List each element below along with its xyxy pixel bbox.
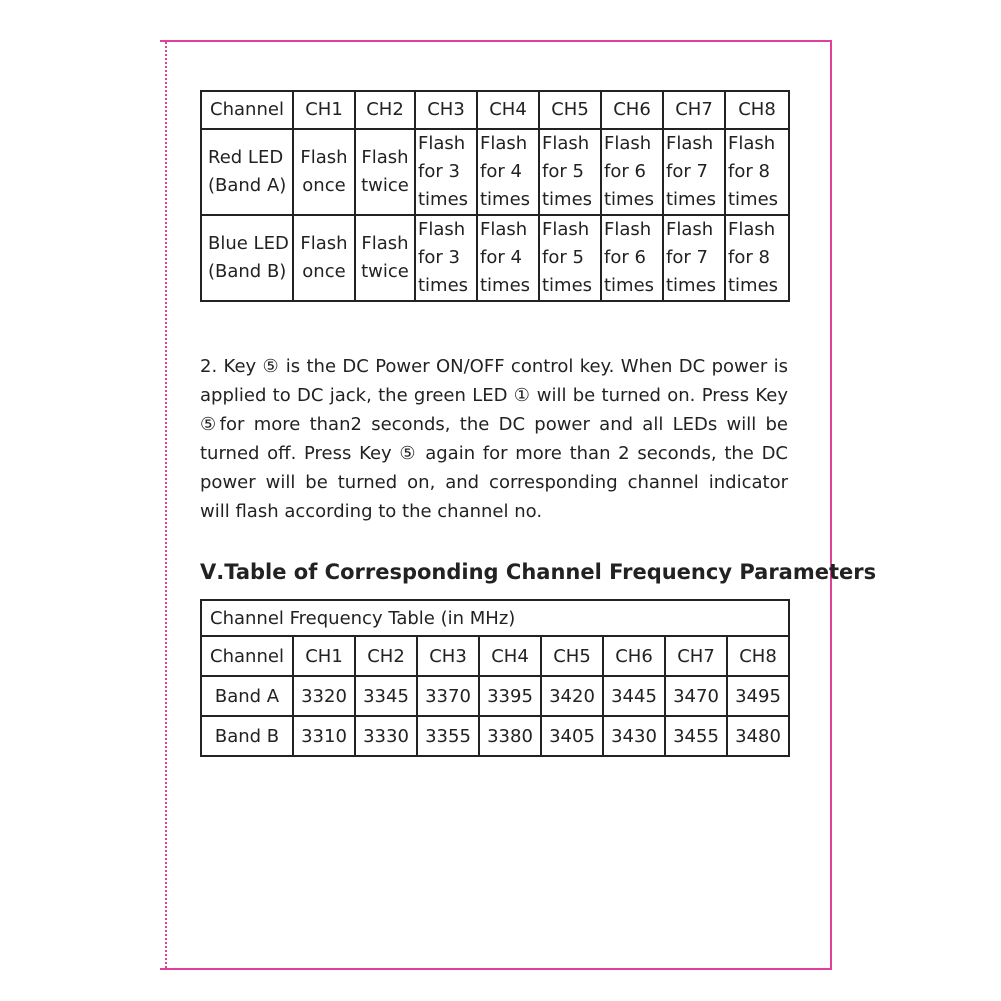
- table-cell: Flash for 6 times: [601, 129, 663, 215]
- row-label-blue-led: Blue LED (Band B): [201, 215, 293, 301]
- table-header-row: [201, 91, 789, 129]
- table-cell: Flash twice: [355, 129, 415, 215]
- header-cell: CH4: [479, 636, 541, 676]
- table-title: Channel Frequency Table (in MHz): [201, 600, 789, 636]
- fold-line: [165, 42, 167, 968]
- table-cell: Flash for 4 times: [477, 215, 539, 301]
- table-cell: 3455: [665, 716, 727, 756]
- table-cell: 3355: [417, 716, 479, 756]
- table-cell: 3420: [541, 676, 603, 716]
- table-row: [201, 129, 789, 215]
- section-title: Ⅴ.Table of Corresponding Channel Frequency Parameters: [200, 560, 877, 584]
- table-row: [201, 215, 789, 301]
- table-cell: Flash for 4 times: [477, 129, 539, 215]
- header-cell: CH1: [293, 91, 355, 129]
- led-indicator-table: [200, 90, 790, 302]
- header-cell: CH4: [477, 91, 539, 129]
- table-cell: 3480: [727, 716, 789, 756]
- dc-power-instructions: 2. Key ⑤ is the DC Power ON/OFF control key. When DC power is applied to DC jack, the green LED ① will be turned on. Press Key ⑤for more than2 seconds, the DC power and all LEDs will be turned off. Press Key ⑤ again for more than 2 seconds, the DC power will be turned on, and corresponding channel indicator will flash according to the channel no.: [200, 356, 788, 522]
- table-cell: 3395: [479, 676, 541, 716]
- header-cell: CH7: [665, 636, 727, 676]
- header-cell: CH8: [725, 91, 789, 129]
- header-cell: CH6: [601, 91, 663, 129]
- table-row: [201, 676, 789, 716]
- header-cell: Channel: [201, 91, 293, 129]
- header-cell: CH3: [417, 636, 479, 676]
- header-cell: CH2: [355, 91, 415, 129]
- table-row: [201, 716, 789, 756]
- table-cell: 3320: [293, 676, 355, 716]
- table-cell: 3430: [603, 716, 665, 756]
- header-cell: CH6: [603, 636, 665, 676]
- header-cell: CH5: [541, 636, 603, 676]
- table-cell: 3330: [355, 716, 417, 756]
- table-cell: 3310: [293, 716, 355, 756]
- header-cell: CH5: [539, 91, 601, 129]
- table-cell: Flash for 5 times: [539, 215, 601, 301]
- table-cell: Flash for 7 times: [663, 215, 725, 301]
- table-header-row: [201, 636, 789, 676]
- table-cell: Flash once: [293, 129, 355, 215]
- header-cell: Channel: [201, 636, 293, 676]
- table-cell: Flash for 5 times: [539, 129, 601, 215]
- table-cell: Flash twice: [355, 215, 415, 301]
- row-label-red-led: Red LED (Band A): [201, 129, 293, 215]
- table-cell: Flash for 3 times: [415, 129, 477, 215]
- table-cell: Flash for 6 times: [601, 215, 663, 301]
- table-cell: Flash once: [293, 215, 355, 301]
- header-cell: CH2: [355, 636, 417, 676]
- row-label-band-b: Band B: [201, 716, 293, 756]
- table-cell: 3370: [417, 676, 479, 716]
- table-cell: 3470: [665, 676, 727, 716]
- table-cell: 3405: [541, 716, 603, 756]
- header-cell: CH8: [727, 636, 789, 676]
- table-cell: 3345: [355, 676, 417, 716]
- table-cell: 3380: [479, 716, 541, 756]
- row-label-band-a: Band A: [201, 676, 293, 716]
- table-cell: Flash for 3 times: [415, 215, 477, 301]
- header-cell: CH7: [663, 91, 725, 129]
- table-cell: Flash for 8 times: [725, 129, 789, 215]
- header-cell: CH3: [415, 91, 477, 129]
- table-cell: Flash for 7 times: [663, 129, 725, 215]
- header-cell: CH1: [293, 636, 355, 676]
- table-cell: Flash for 8 times: [725, 215, 789, 301]
- table-title-row: [201, 600, 789, 636]
- table-cell: 3495: [727, 676, 789, 716]
- table-cell: 3445: [603, 676, 665, 716]
- frequency-table: [200, 599, 790, 757]
